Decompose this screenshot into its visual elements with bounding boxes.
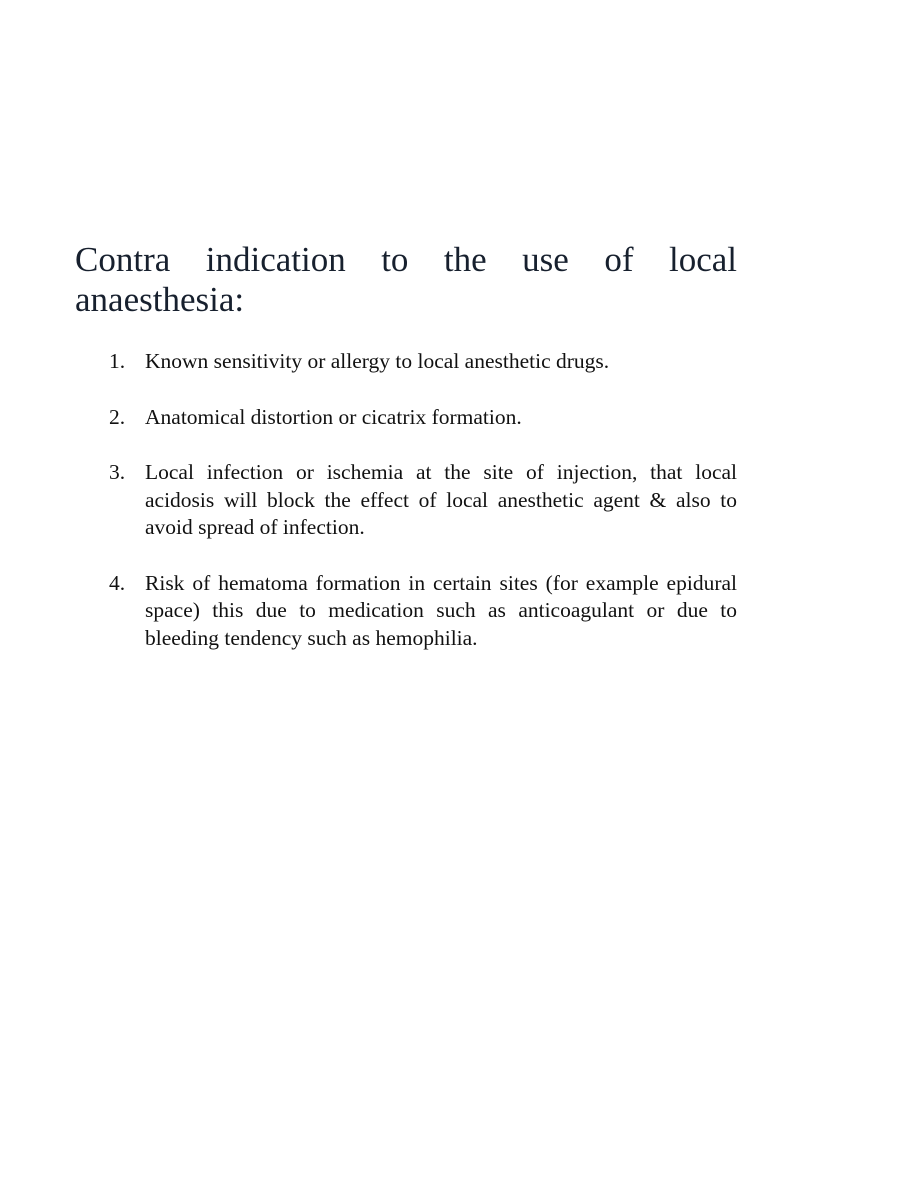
list-item-text: Known sensitivity or allergy to local anesthetic drugs. <box>145 349 610 373</box>
document-content <box>75 240 737 680</box>
list-item <box>75 459 737 542</box>
list-item-text: Anatomical distortion or cicatrix formation. <box>145 404 522 429</box>
list-item <box>75 404 737 432</box>
list-item-number: 3. <box>109 460 126 484</box>
section-heading: Contra indication to the use of local anaesthesia: <box>75 240 737 319</box>
list-item-text: Risk of hematoma formation in certain sites (for example epidural space) this due to medication such as anticoagulant or due to bleeding tendency such as hemophilia. <box>145 570 737 650</box>
list-item-number: 4. <box>109 570 126 595</box>
list-item <box>75 570 737 653</box>
list-item-number: 1. <box>109 349 126 373</box>
list-item <box>75 348 737 376</box>
list-item-number: 2. <box>109 404 126 429</box>
contraindication-list <box>75 348 737 652</box>
list-item-text: Local infection or ischemia at the site of injection, that local acidosis will block the effect of local anesthetic agent & also to avoid spread of infection. <box>145 460 737 539</box>
